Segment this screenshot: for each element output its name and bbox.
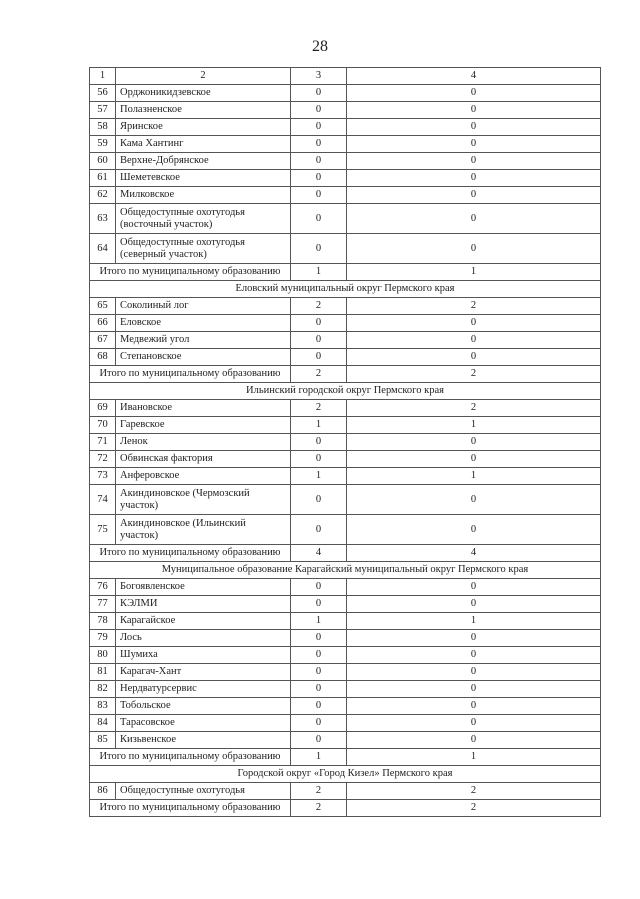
row-number: 86	[90, 783, 116, 800]
table-row	[90, 315, 601, 332]
table-row	[90, 102, 601, 119]
header-row	[90, 68, 601, 85]
total-label: Итого по муниципальному образованию	[90, 366, 291, 383]
column-4-value: 2	[347, 783, 601, 800]
column-4-value: 0	[347, 187, 601, 204]
total-label: Итого по муниципальному образованию	[90, 545, 291, 562]
column-4-value: 0	[347, 630, 601, 647]
table-row	[90, 170, 601, 187]
column-4-value: 0	[347, 579, 601, 596]
column-4-value: 0	[347, 515, 601, 545]
column-4-value: 0	[347, 647, 601, 664]
column-3-value: 0	[291, 698, 347, 715]
row-number: 85	[90, 732, 116, 749]
table-row	[90, 783, 601, 800]
column-3-value: 0	[291, 119, 347, 136]
column-4-value: 0	[347, 349, 601, 366]
table-row	[90, 332, 601, 349]
total-column-3: 2	[291, 366, 347, 383]
column-4-value: 0	[347, 102, 601, 119]
header-col-2: 2	[116, 68, 291, 85]
hunting-ground-name: Анферовское	[116, 468, 291, 485]
section-header-row	[90, 383, 601, 400]
table-row	[90, 630, 601, 647]
hunting-ground-name: Карагайское	[116, 613, 291, 630]
table-row	[90, 400, 601, 417]
row-number: 61	[90, 170, 116, 187]
column-3-value: 0	[291, 170, 347, 187]
total-column-4: 1	[347, 264, 601, 281]
total-row	[90, 749, 601, 766]
total-label: Итого по муниципальному образованию	[90, 800, 291, 817]
total-row	[90, 366, 601, 383]
table-row	[90, 417, 601, 434]
hunting-ground-name: КЭЛМИ	[116, 596, 291, 613]
column-3-value: 2	[291, 400, 347, 417]
hunting-ground-name: Шеметевское	[116, 170, 291, 187]
hunting-ground-name: Соколиный лог	[116, 298, 291, 315]
row-number: 62	[90, 187, 116, 204]
total-column-4: 1	[347, 749, 601, 766]
hunting-ground-name: Гаревское	[116, 417, 291, 434]
hunting-ground-name: Шумиха	[116, 647, 291, 664]
row-number: 79	[90, 630, 116, 647]
column-4-value: 0	[347, 664, 601, 681]
column-3-value: 0	[291, 234, 347, 264]
table-row	[90, 613, 601, 630]
column-4-value: 0	[347, 698, 601, 715]
column-4-value: 0	[347, 332, 601, 349]
column-4-value: 0	[347, 715, 601, 732]
column-3-value: 0	[291, 153, 347, 170]
column-3-value: 0	[291, 630, 347, 647]
column-3-value: 2	[291, 783, 347, 800]
column-3-value: 0	[291, 715, 347, 732]
section-header-row	[90, 766, 601, 783]
row-number: 81	[90, 664, 116, 681]
section-header-row	[90, 562, 601, 579]
hunting-ground-name: Акиндиновское (Чермозский участок)	[116, 485, 291, 515]
column-3-value: 0	[291, 681, 347, 698]
hunting-ground-name: Степановское	[116, 349, 291, 366]
column-4-value: 0	[347, 681, 601, 698]
table-row	[90, 647, 601, 664]
column-3-value: 0	[291, 102, 347, 119]
column-4-value: 0	[347, 153, 601, 170]
row-number: 68	[90, 349, 116, 366]
row-number: 58	[90, 119, 116, 136]
column-4-value: 0	[347, 119, 601, 136]
hunting-ground-name: Карагач-Хант	[116, 664, 291, 681]
section-title: Муниципальное образование Карагайский муниципальный округ Пермского края	[90, 562, 601, 579]
row-number: 65	[90, 298, 116, 315]
column-3-value: 1	[291, 468, 347, 485]
hunting-ground-name: Акиндиновское (Ильинский участок)	[116, 515, 291, 545]
row-number: 82	[90, 681, 116, 698]
hunting-ground-name: Милковское	[116, 187, 291, 204]
hunting-ground-name: Еловское	[116, 315, 291, 332]
table-row	[90, 468, 601, 485]
row-number: 71	[90, 434, 116, 451]
table-row	[90, 664, 601, 681]
row-number: 69	[90, 400, 116, 417]
hunting-grounds-table	[89, 67, 601, 817]
column-3-value: 0	[291, 204, 347, 234]
row-number: 60	[90, 153, 116, 170]
row-number: 77	[90, 596, 116, 613]
row-number: 66	[90, 315, 116, 332]
row-number: 75	[90, 515, 116, 545]
hunting-ground-name: Полазненское	[116, 102, 291, 119]
hunting-ground-name: Тобольское	[116, 698, 291, 715]
header-col-3: 3	[291, 68, 347, 85]
row-number: 59	[90, 136, 116, 153]
table-row	[90, 515, 601, 545]
hunting-ground-name: Нердватурсервис	[116, 681, 291, 698]
total-label: Итого по муниципальному образованию	[90, 264, 291, 281]
column-4-value: 0	[347, 234, 601, 264]
table-body	[90, 68, 601, 817]
hunting-ground-name: Кизьвенское	[116, 732, 291, 749]
table-row	[90, 681, 601, 698]
column-3-value: 0	[291, 596, 347, 613]
total-row	[90, 545, 601, 562]
total-row	[90, 800, 601, 817]
section-title: Городской округ «Город Кизел» Пермского края	[90, 766, 601, 783]
hunting-ground-name: Яринское	[116, 119, 291, 136]
column-4-value: 0	[347, 732, 601, 749]
table-row	[90, 234, 601, 264]
column-4-value: 1	[347, 417, 601, 434]
hunting-ground-name: Обвинская фактория	[116, 451, 291, 468]
column-3-value: 0	[291, 315, 347, 332]
total-column-3: 1	[291, 749, 347, 766]
row-number: 84	[90, 715, 116, 732]
table-row	[90, 596, 601, 613]
table-row	[90, 298, 601, 315]
column-4-value: 0	[347, 451, 601, 468]
hunting-ground-name: Тарасовское	[116, 715, 291, 732]
table-row	[90, 153, 601, 170]
row-number: 73	[90, 468, 116, 485]
total-column-3: 2	[291, 800, 347, 817]
row-number: 80	[90, 647, 116, 664]
column-3-value: 0	[291, 485, 347, 515]
column-4-value: 0	[347, 596, 601, 613]
row-number: 57	[90, 102, 116, 119]
total-column-4: 2	[347, 800, 601, 817]
row-number: 63	[90, 204, 116, 234]
row-number: 78	[90, 613, 116, 630]
section-title: Ильинский городской округ Пермского края	[90, 383, 601, 400]
column-3-value: 0	[291, 136, 347, 153]
header-col-1: 1	[90, 68, 116, 85]
column-4-value: 1	[347, 613, 601, 630]
table-row	[90, 732, 601, 749]
hunting-ground-name: Ивановское	[116, 400, 291, 417]
total-column-4: 4	[347, 545, 601, 562]
hunting-ground-name: Общедоступные охотугодья (северный участок)	[116, 234, 291, 264]
column-3-value: 0	[291, 85, 347, 102]
column-3-value: 1	[291, 417, 347, 434]
column-3-value: 0	[291, 647, 347, 664]
column-4-value: 2	[347, 400, 601, 417]
column-3-value: 2	[291, 298, 347, 315]
table-row	[90, 434, 601, 451]
hunting-ground-name: Орджоникидзевское	[116, 85, 291, 102]
table-row	[90, 451, 601, 468]
column-4-value: 0	[347, 136, 601, 153]
row-number: 74	[90, 485, 116, 515]
table-row	[90, 715, 601, 732]
section-title: Еловский муниципальный округ Пермского края	[90, 281, 601, 298]
row-number: 83	[90, 698, 116, 715]
hunting-ground-name: Богоявленское	[116, 579, 291, 596]
total-label: Итого по муниципальному образованию	[90, 749, 291, 766]
column-4-value: 0	[347, 85, 601, 102]
table-row	[90, 204, 601, 234]
row-number: 64	[90, 234, 116, 264]
column-3-value: 0	[291, 732, 347, 749]
table-row	[90, 698, 601, 715]
table-row	[90, 485, 601, 515]
column-3-value: 0	[291, 579, 347, 596]
column-3-value: 1	[291, 613, 347, 630]
row-number: 70	[90, 417, 116, 434]
hunting-ground-name: Ленок	[116, 434, 291, 451]
hunting-ground-name: Общедоступные охотугодья	[116, 783, 291, 800]
section-header-row	[90, 281, 601, 298]
row-number: 72	[90, 451, 116, 468]
table-row	[90, 349, 601, 366]
total-row	[90, 264, 601, 281]
column-4-value: 1	[347, 468, 601, 485]
column-3-value: 0	[291, 187, 347, 204]
row-number: 56	[90, 85, 116, 102]
hunting-ground-name: Медвежий угол	[116, 332, 291, 349]
hunting-ground-name: Кама Хантинг	[116, 136, 291, 153]
total-column-4: 2	[347, 366, 601, 383]
table-row	[90, 579, 601, 596]
table-row	[90, 85, 601, 102]
row-number: 67	[90, 332, 116, 349]
hunting-ground-name: Верхне-Добрянское	[116, 153, 291, 170]
column-4-value: 0	[347, 485, 601, 515]
column-3-value: 0	[291, 664, 347, 681]
column-3-value: 0	[291, 451, 347, 468]
total-column-3: 4	[291, 545, 347, 562]
column-3-value: 0	[291, 332, 347, 349]
column-3-value: 0	[291, 434, 347, 451]
column-4-value: 2	[347, 298, 601, 315]
page-number: 28	[312, 38, 328, 55]
column-4-value: 0	[347, 170, 601, 187]
hunting-ground-name: Общедоступные охотугодья (восточный участок)	[116, 204, 291, 234]
table-row	[90, 136, 601, 153]
table-row	[90, 119, 601, 136]
column-4-value: 0	[347, 204, 601, 234]
column-4-value: 0	[347, 434, 601, 451]
table-row	[90, 187, 601, 204]
column-3-value: 0	[291, 349, 347, 366]
column-3-value: 0	[291, 515, 347, 545]
header-col-4: 4	[347, 68, 601, 85]
hunting-ground-name: Лось	[116, 630, 291, 647]
total-column-3: 1	[291, 264, 347, 281]
column-4-value: 0	[347, 315, 601, 332]
row-number: 76	[90, 579, 116, 596]
